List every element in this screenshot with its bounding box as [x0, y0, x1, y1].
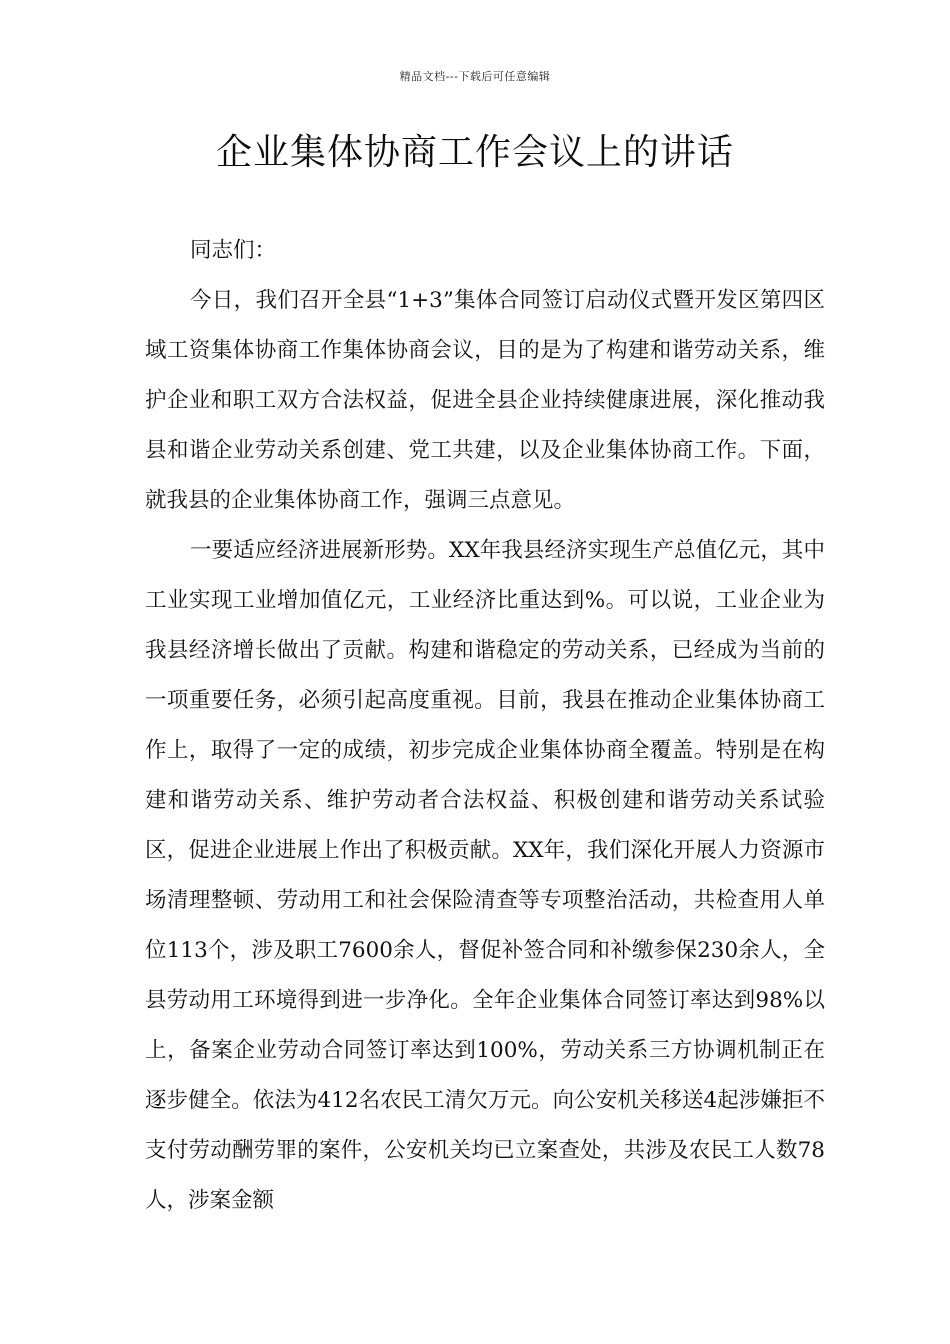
body-paragraph: 今日，我们召开全县“1+3”集体合同签订启动仪式暨开发区第四区域工资集体协商工作集体协商会议，目的是为了构建和谐劳动关系，维护企业和职工双方合法权益，促进全县企业持续健康进展，深化推动我县和谐企业劳动关系创建、党工共建，以及企业集体协商工作。下面，就我县的企业集体协商工作，强调三点意见。	[145, 288, 825, 513]
header-note: 精品文档---下载后可任意编辑	[399, 70, 551, 83]
salutation-paragraph: 同志们：	[190, 238, 277, 263]
body-paragraph: 一要适应经济进展新形势。XX年我县经济实现生产总值亿元，其中工业实现工业增加值亿元，工业经济比重达到%。可以说，工业企业为我县经济增长做出了贡献。构建和谐稳定的劳动关系，已经成为当前的一项重要任务，必须引起高度重视。目前，我县在推动企业集体协商工作上，取得了一定的成绩，初步完成企业集体协商全覆盖。特别是在构建和谐劳动关系、维护劳动者合法权益、积极创建和谐劳动关系试验区，促进企业进展上作出了积极贡献。XX年，我们深化开展人力资源市场清理整顿、劳动用工和社会保险清查等专项整治活动，共检查用人单位113个，涉及职工7600余人，督促补签合同和补缴参保230余人，全县劳动用工环境得到进一步净化。全年企业集体合同签订率达到98%以上，备案企业劳动合同签订率达到100%，劳动关系三方协调机制正在逐步健全。依法为412名农民工清欠万元。向公安机关移送4起涉嫌拒不支付劳动酬劳罪的案件，公安机关均已立案查处，共涉及农民工人数78人，涉案金额	[145, 538, 825, 1213]
document-body	[145, 226, 825, 1226]
document-title: 企业集体协商工作会议上的讲话	[215, 132, 734, 173]
